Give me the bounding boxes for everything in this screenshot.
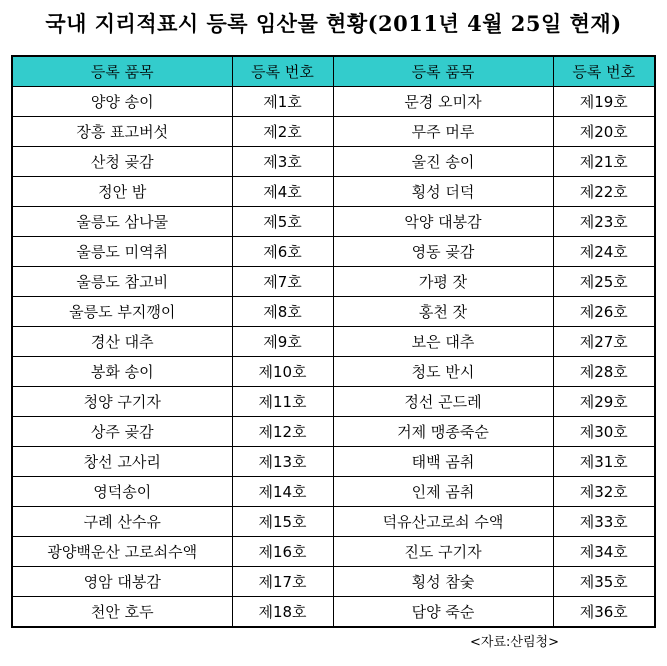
- number-left-cell: 제2호: [232, 117, 333, 147]
- number-left-cell: 제8호: [232, 297, 333, 327]
- header-number-left: 등록 번호: [232, 56, 333, 87]
- number-right-cell: 제29호: [553, 387, 655, 417]
- item-right-cell: 악양 대봉감: [333, 207, 553, 237]
- table-row: [12, 177, 655, 207]
- item-right-cell: 인제 곰취: [333, 477, 553, 507]
- number-left-cell: 제15호: [232, 507, 333, 537]
- item-left-cell: 영암 대봉감: [12, 567, 232, 597]
- number-left-cell: 제9호: [232, 327, 333, 357]
- table-row: [12, 507, 655, 537]
- item-right-cell: 담양 죽순: [333, 597, 553, 628]
- number-left-cell: 제1호: [232, 87, 333, 117]
- number-left-cell: 제16호: [232, 537, 333, 567]
- table-row: [12, 147, 655, 177]
- number-right-cell: 제24호: [553, 237, 655, 267]
- table-row: [12, 537, 655, 567]
- number-left-cell: 제11호: [232, 387, 333, 417]
- item-left-cell: 경산 대추: [12, 327, 232, 357]
- item-left-cell: 장흥 표고버섯: [12, 117, 232, 147]
- table-row: [12, 477, 655, 507]
- item-right-cell: 덕유산고로쇠 수액: [333, 507, 553, 537]
- table-row: [12, 567, 655, 597]
- number-left-cell: 제3호: [232, 147, 333, 177]
- item-right-cell: 횡성 참숯: [333, 567, 553, 597]
- item-left-cell: 광양백운산 고로쇠수액: [12, 537, 232, 567]
- item-right-cell: 진도 구기자: [333, 537, 553, 567]
- number-right-cell: 제27호: [553, 327, 655, 357]
- item-right-cell: 문경 오미자: [333, 87, 553, 117]
- item-left-cell: 울릉도 부지깽이: [12, 297, 232, 327]
- item-right-cell: 홍천 잣: [333, 297, 553, 327]
- number-right-cell: 제32호: [553, 477, 655, 507]
- number-right-cell: 제36호: [553, 597, 655, 628]
- table-row: [12, 327, 655, 357]
- number-right-cell: 제20호: [553, 117, 655, 147]
- number-right-cell: 제28호: [553, 357, 655, 387]
- header-number-right: 등록 번호: [553, 56, 655, 87]
- number-left-cell: 제18호: [232, 597, 333, 628]
- number-left-cell: 제12호: [232, 417, 333, 447]
- item-left-cell: 양양 송이: [12, 87, 232, 117]
- item-left-cell: 상주 곶감: [12, 417, 232, 447]
- table-row: [12, 267, 655, 297]
- table-row: [12, 117, 655, 147]
- header-item-left: 등록 품목: [12, 56, 232, 87]
- number-left-cell: 제13호: [232, 447, 333, 477]
- number-left-cell: 제7호: [232, 267, 333, 297]
- item-right-cell: 횡성 더덕: [333, 177, 553, 207]
- number-right-cell: 제35호: [553, 567, 655, 597]
- item-left-cell: 봉화 송이: [12, 357, 232, 387]
- number-right-cell: 제26호: [553, 297, 655, 327]
- item-right-cell: 영동 곶감: [333, 237, 553, 267]
- number-right-cell: 제25호: [553, 267, 655, 297]
- item-right-cell: 울진 송이: [333, 147, 553, 177]
- number-right-cell: 제33호: [553, 507, 655, 537]
- number-left-cell: 제6호: [232, 237, 333, 267]
- table-row: [12, 297, 655, 327]
- item-right-cell: 보은 대추: [333, 327, 553, 357]
- number-right-cell: 제21호: [553, 147, 655, 177]
- number-left-cell: 제17호: [232, 567, 333, 597]
- table-row: [12, 597, 655, 628]
- item-left-cell: 울릉도 참고비: [12, 267, 232, 297]
- item-right-cell: 거제 맹종죽순: [333, 417, 553, 447]
- table-row: [12, 357, 655, 387]
- item-right-cell: 무주 머루: [333, 117, 553, 147]
- source-note: <자료:산림청>: [470, 635, 559, 650]
- number-left-cell: 제5호: [232, 207, 333, 237]
- table-row: [12, 207, 655, 237]
- number-right-cell: 제22호: [553, 177, 655, 207]
- number-left-cell: 제10호: [232, 357, 333, 387]
- number-left-cell: 제14호: [232, 477, 333, 507]
- item-left-cell: 산청 곶감: [12, 147, 232, 177]
- item-right-cell: 태백 곰취: [333, 447, 553, 477]
- item-left-cell: 영덕송이: [12, 477, 232, 507]
- item-left-cell: 청양 구기자: [12, 387, 232, 417]
- item-left-cell: 창선 고사리: [12, 447, 232, 477]
- number-right-cell: 제34호: [553, 537, 655, 567]
- item-right-cell: 가평 잣: [333, 267, 553, 297]
- number-right-cell: 제23호: [553, 207, 655, 237]
- table-row: [12, 237, 655, 267]
- item-left-cell: 울릉도 삼나물: [12, 207, 232, 237]
- number-right-cell: 제19호: [553, 87, 655, 117]
- table-row: [12, 417, 655, 447]
- item-right-cell: 청도 반시: [333, 357, 553, 387]
- item-left-cell: 정안 밤: [12, 177, 232, 207]
- page-title: 국내 지리적표시 등록 임산물 현황(2011년 4월 25일 현재): [45, 11, 622, 36]
- table-row: [12, 87, 655, 117]
- table-header-row: [12, 56, 655, 87]
- table-row: [12, 447, 655, 477]
- item-right-cell: 정선 곤드레: [333, 387, 553, 417]
- number-left-cell: 제4호: [232, 177, 333, 207]
- registration-table: [11, 55, 656, 628]
- item-left-cell: 구례 산수유: [12, 507, 232, 537]
- item-left-cell: 울릉도 미역취: [12, 237, 232, 267]
- item-left-cell: 천안 호두: [12, 597, 232, 628]
- table-row: [12, 387, 655, 417]
- number-right-cell: 제30호: [553, 417, 655, 447]
- number-right-cell: 제31호: [553, 447, 655, 477]
- header-item-right: 등록 품목: [333, 56, 553, 87]
- table-body: [12, 87, 655, 628]
